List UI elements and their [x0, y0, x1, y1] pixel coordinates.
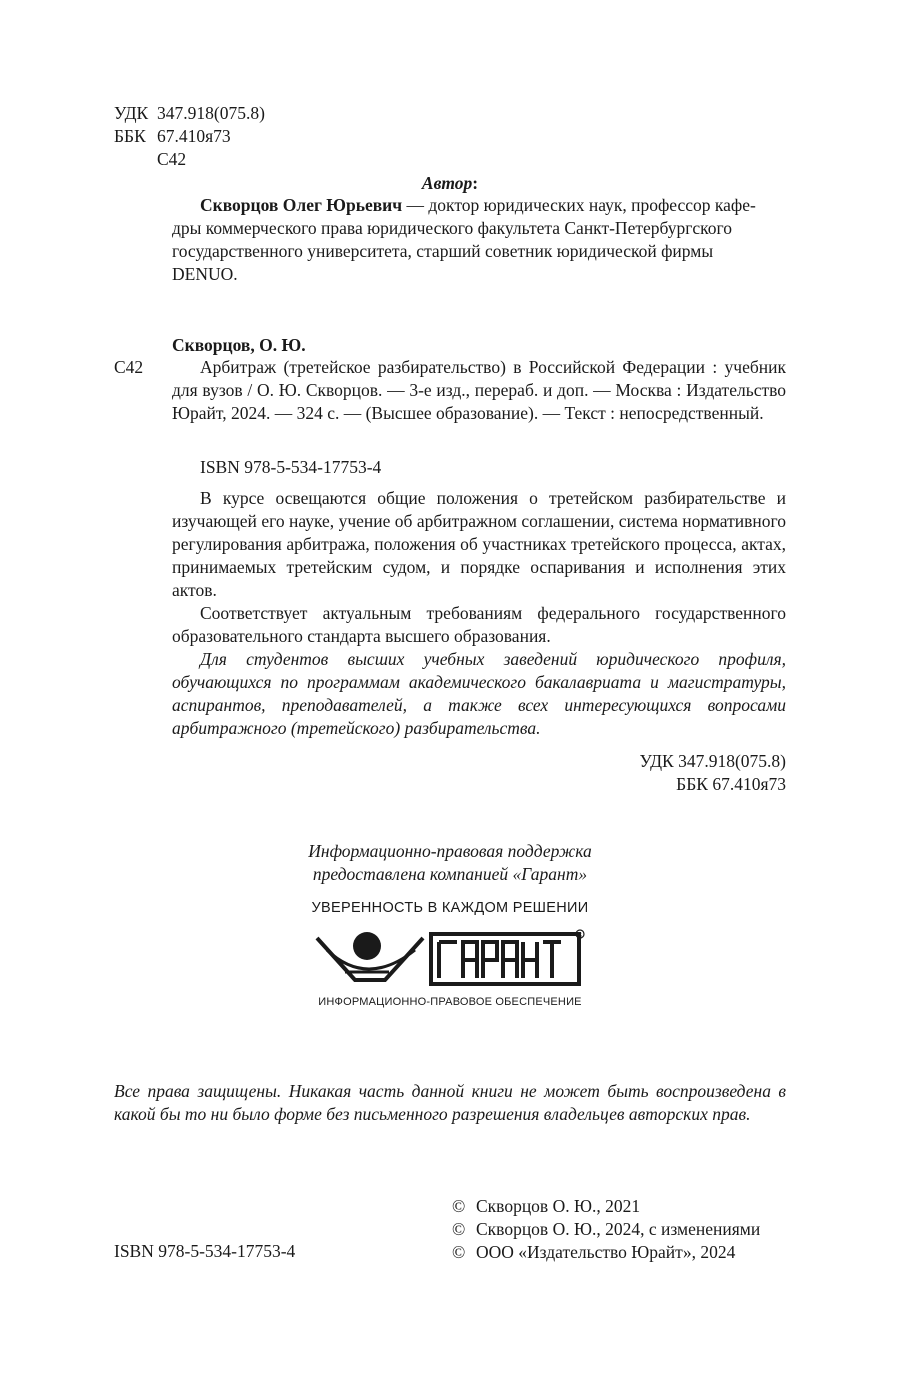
abstract-paragraph-1: В курсе освещаются общие положения о третейском разбирательстве и изучающей его науке, учение об арбитражном соглашении, система нормативного регулирования арбитража, положения об участниках третейского процесса, актах, принимаемых третейским судом, и порядке оспаривания и исполнения этих актов. [172, 488, 786, 600]
bbk-value: 67.410я73 [157, 126, 231, 146]
author-bio-line-1: Скворцов Олег Юрьевич — доктор юридических наук, профессор кафе- [200, 195, 756, 215]
garant-logo [315, 928, 585, 996]
abstract [172, 487, 786, 740]
author-heading-text: Автор [421, 173, 473, 193]
copyright-icon: © [452, 1196, 466, 1216]
abstract-paragraph-2: Соответствует актуальным требованиям федерального государственного образовательного стандарта высшего образования. [172, 603, 786, 646]
bbk-right: ББК 67.410я73 [676, 774, 786, 794]
classification-codes [114, 102, 265, 171]
author-heading [114, 172, 786, 195]
registered-icon [576, 930, 584, 939]
classification-codes-right [639, 750, 786, 796]
udk-right: УДК 347.918(075.8) [639, 751, 786, 771]
udk-value: 347.918(075.8) [157, 103, 265, 123]
svg-text:R: R [577, 931, 583, 939]
bibliography-heading: Скворцов, О. Ю. [172, 335, 306, 355]
author-bio [172, 194, 786, 286]
copyright-row [452, 1241, 760, 1264]
garant-subtitle: ИНФОРМАЦИОННО-ПРАВОВОЕ ОБЕСПЕЧЕНИЕ [318, 996, 582, 1008]
author-bio-line-3: государственного университета, старший советник юридической фирмы [172, 241, 714, 261]
garant-wordmark [431, 934, 579, 984]
author-name: Скворцов Олег Юрьевич [200, 195, 403, 215]
copyright-text: Скворцов О. Ю., 2021 [476, 1196, 641, 1216]
garant-credit [0, 840, 900, 886]
author-bio-line-2: дры коммерческого права юридического факультета Санкт-Петербургского [172, 218, 733, 238]
garant-logo-graphic [315, 928, 585, 990]
bbk-row [114, 125, 265, 148]
bbk-label: ББК [114, 126, 146, 146]
copyright-icon: © [452, 1219, 466, 1239]
copyright-text: Скворцов О. Ю., 2024, с изменениями [476, 1219, 761, 1239]
copyright-row [452, 1218, 760, 1241]
garant-credit-line-2: предоставлена компанией «Гарант» [312, 864, 588, 884]
author-heading-colon: : [472, 173, 479, 193]
isbn-main: ISBN 978-5-534-17753-4 [200, 457, 382, 477]
udk-label: УДК [114, 103, 149, 123]
rights-notice: Все права защищены. Никакая часть данной книги не может быть воспроизведена в какой бы то ни было форме без письменного разрешения владельцев авторских прав. [114, 1081, 786, 1124]
garant-emblem-icon [317, 932, 423, 980]
garant-credit-line-1: Информационно-правовая поддержка [308, 841, 592, 861]
author-bio-line-4: DENUO. [172, 264, 238, 284]
garant-slogan: УВЕРЕННОСТЬ В КАЖДОМ РЕШЕНИИ [311, 900, 589, 916]
copyright-icon: © [452, 1242, 466, 1262]
author-mark-row [114, 148, 265, 171]
isbn-bottom: ISBN 978-5-534-17753-4 [114, 1241, 296, 1261]
bibliography-code: С42 [114, 357, 144, 377]
copyright-list [452, 1195, 760, 1264]
author-mark: С42 [157, 149, 187, 169]
copyright-text: ООО «Издательство Юрайт», 2024 [476, 1242, 736, 1262]
bibliography-text: Арбитраж (третейское разбирательство) в Российской Федерации : учебник для вузов / О. Ю. Скворцов. — 3-е изд., перераб. и доп. — Москва : Издательство Юрайт, 2024. — 324 с. — (Высшее образование). — Текст : непосредственный. [172, 357, 786, 423]
copyright-row [452, 1195, 760, 1218]
udk-row [114, 102, 265, 125]
abstract-paragraph-3: Для студентов высших учебных заведений юридического профиля, обучающихся по программам академического бакалавриата и магистратуры, аспирантов, преподавателей, а также всех интересующихся вопросами арбитражного (третейского) разбирательства. [172, 649, 786, 738]
